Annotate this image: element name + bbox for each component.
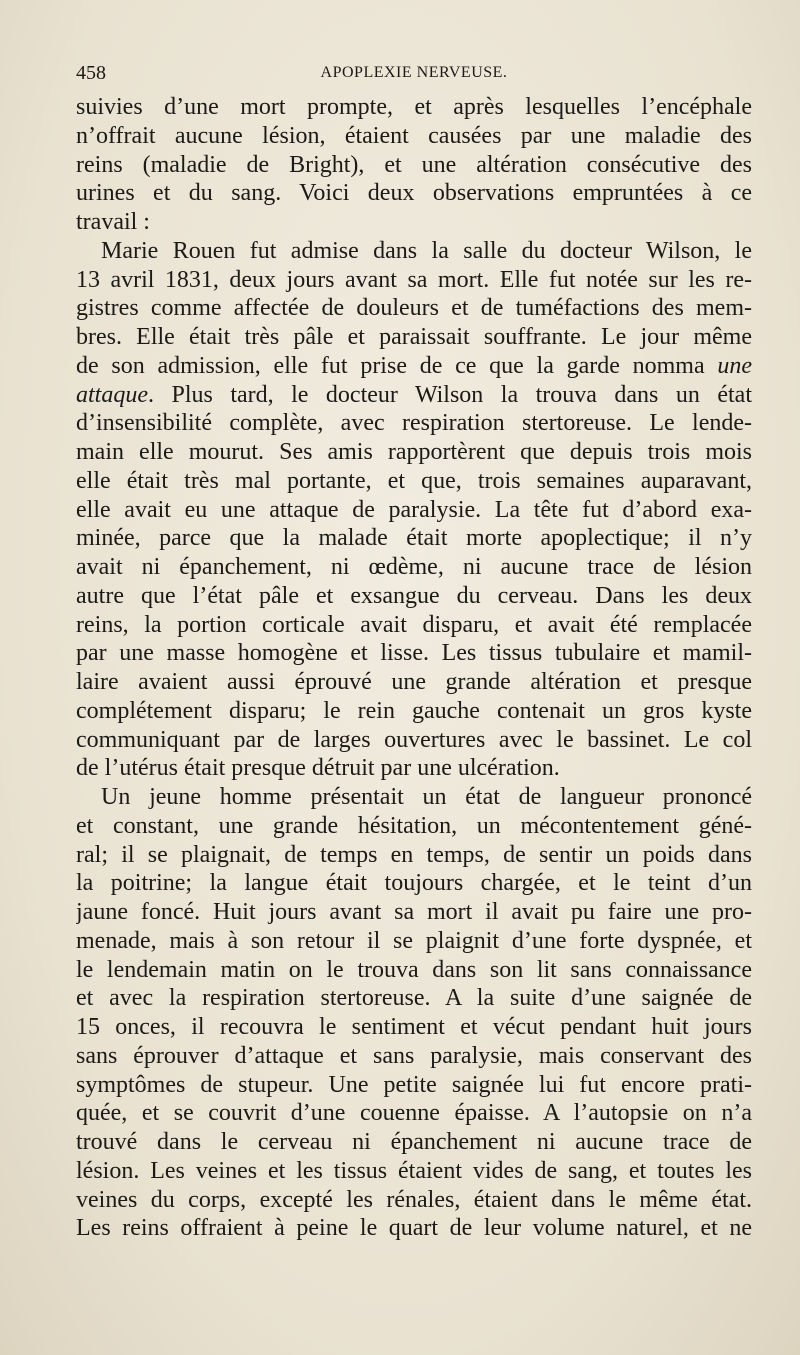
text-line: de l’utérus était presque détruit par une ulcération. bbox=[76, 755, 560, 782]
text-line: reins, la portion corticale avait disparu, et avait été remplacée bbox=[76, 611, 752, 638]
text-line: suivies d’une mort prompte, et après lesquelles l’encéphale bbox=[76, 94, 752, 120]
text-line: d’insensibilité complète, avec respiration stertoreuse. Le lende- bbox=[76, 410, 752, 437]
text-line: 15 onces, il recouvra le sentiment et vécut pendant huit jours bbox=[76, 1014, 752, 1040]
text-line: main elle mourut. Ses amis rapportèrent que depuis trois mois bbox=[76, 439, 752, 465]
page-header bbox=[76, 62, 752, 90]
text-line: elle avait eu une attaque de paralysie. La tête fut d’abord exa- bbox=[76, 496, 752, 523]
text-line: de son admission, elle fut prise de ce que la garde nomma une bbox=[76, 352, 752, 379]
page-number: 458 bbox=[76, 62, 106, 84]
text-line: n’offrait aucune lésion, étaient causées par une maladie des bbox=[76, 122, 752, 149]
text-line: sans éprouver d’attaque et sans paralysie, mais conservant des bbox=[76, 1042, 752, 1069]
text-line: par une masse homogène et lisse. Les tissus tubulaire et mamil- bbox=[76, 640, 752, 667]
text-line: complétement disparu; le rein gauche contenait un gros kyste bbox=[76, 697, 752, 724]
text-line: le lendemain matin on le trouva dans son lit sans connaissance bbox=[76, 956, 752, 983]
text-line: gistres comme affectée de douleurs et de tuméfactions des mem- bbox=[76, 295, 752, 322]
text-line: bres. Elle était très pâle et paraissait souffrante. Le jour même bbox=[76, 324, 752, 350]
text-line: autre que l’état pâle et exsangue du cerveau. Dans les deux bbox=[76, 582, 752, 609]
text-line: et constant, une grande hésitation, un mécontentement géné- bbox=[76, 812, 752, 839]
text-line: la poitrine; la langue était toujours chargée, et le teint d’un bbox=[76, 870, 752, 897]
text-line: ral; il se plaignait, de temps en temps, de sentir un poids dans bbox=[76, 841, 752, 868]
text-line: trouvé dans le cerveau ni épanchement ni aucune trace de bbox=[76, 1129, 752, 1155]
text-line: avait ni épanchement, ni œdème, ni aucune trace de lésion bbox=[76, 554, 752, 580]
text-line: veines du corps, excepté les rénales, étaient dans le même état. bbox=[76, 1186, 752, 1213]
text-line: attaque. Plus tard, le docteur Wilson la trouva dans un état bbox=[76, 381, 752, 408]
text-line: minée, parce que la malade était morte apoplectique; il n’y bbox=[76, 525, 752, 552]
text-line: symptômes de stupeur. Une petite saignée lui fut encore prati- bbox=[76, 1071, 752, 1098]
text-line: Marie Rouen fut admise dans la salle du docteur Wilson, le bbox=[101, 237, 752, 264]
text-line: reins (maladie de Bright), et une altération consécutive des bbox=[76, 151, 752, 178]
text-line: jaune foncé. Huit jours avant sa mort il avait pu faire une pro- bbox=[76, 899, 752, 925]
text-line: laire avaient aussi éprouvé une grande altération et presque bbox=[76, 669, 752, 695]
text-line: Un jeune homme présentait un état de langueur prononcé bbox=[101, 784, 752, 810]
text-line: 13 avril 1831, deux jours avant sa mort. Elle fut notée sur les re- bbox=[76, 266, 752, 293]
body-text bbox=[76, 93, 752, 1243]
text-line: menade, mais à son retour il se plaignit d’une forte dyspnée, et bbox=[76, 927, 752, 954]
text-line: Les reins offraient à peine le quart de leur volume naturel, et ne bbox=[76, 1215, 752, 1242]
text-line: quée, et se couvrit d’une couenne épaisse. A l’autopsie on n’a bbox=[76, 1100, 752, 1127]
running-title: APOPLEXIE NERVEUSE. bbox=[320, 64, 508, 81]
text-line: communiquant par de larges ouvertures avec le bassinet. Le col bbox=[76, 726, 752, 753]
text-line: urines et du sang. Voici deux observations empruntées à ce bbox=[76, 180, 752, 207]
text-line: et avec la respiration stertoreuse. A la suite d’une saignée de bbox=[76, 985, 752, 1012]
text-line: elle était très mal portante, et que, trois semaines auparavant, bbox=[76, 467, 752, 494]
text-line: travail : bbox=[76, 209, 150, 235]
text-line: lésion. Les veines et les tissus étaient vides de sang, et toutes les bbox=[76, 1157, 752, 1184]
